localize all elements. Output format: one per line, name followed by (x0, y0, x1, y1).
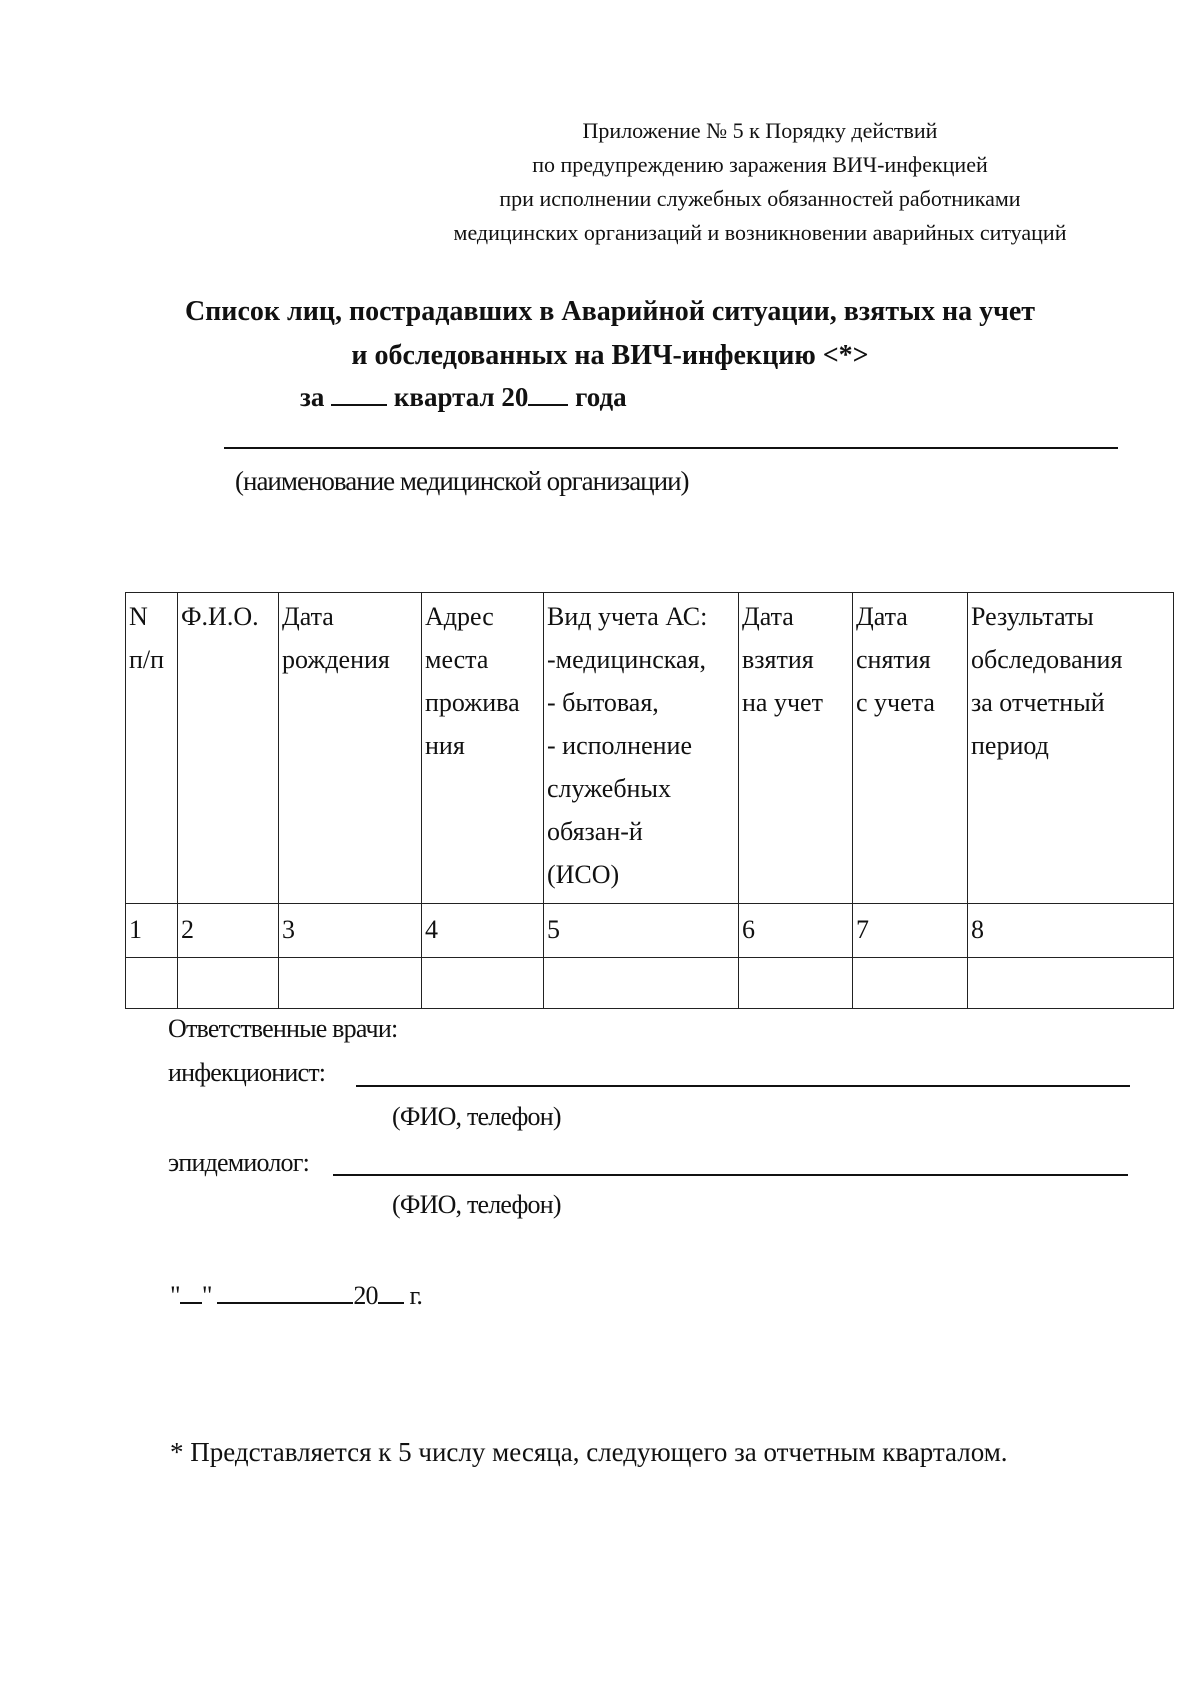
responsible-heading: Ответственные врачи: (168, 1014, 398, 1043)
empty-cell[interactable] (853, 958, 968, 1009)
period-middle: квартал 20 (393, 382, 529, 412)
header-text: (ИСО) (547, 860, 620, 889)
title-line-2: и обследованных на ВИЧ-инфекцию <*> (351, 340, 869, 371)
header-text: прожива (425, 688, 520, 717)
infectionist-signature-line[interactable] (356, 1085, 1130, 1087)
header-text: Дата (856, 602, 908, 631)
column-number: 5 (544, 904, 739, 958)
empty-cell[interactable] (968, 958, 1174, 1009)
header-text: - исполнение (547, 731, 692, 760)
year-suffix: г. (409, 1281, 423, 1310)
year-blank[interactable] (528, 378, 568, 406)
infectionist-caption: (ФИО, телефон) (392, 1102, 561, 1131)
table-header-row (126, 593, 1174, 904)
day-blank[interactable] (180, 1278, 202, 1304)
title-line-1: Список лиц, пострадавших в Аварийной ситуации, взятых на учет (184, 296, 1036, 327)
header-text: Адрес (425, 602, 494, 631)
footnote: * Представляется к 5 числу месяца, следующего за отчетным кварталом. (170, 1437, 1008, 1467)
empty-cell[interactable] (178, 958, 279, 1009)
header-text: обследования (971, 645, 1123, 674)
month-blank[interactable] (217, 1278, 353, 1304)
appendix-line: Приложение № 5 к Порядку действий (582, 118, 938, 143)
appendix-line: медицинских организаций и возникновении аварийных ситуаций (453, 220, 1067, 245)
period-prefix: за (300, 382, 325, 412)
header-text: Вид учета АС: (547, 602, 708, 631)
appendix-line: по предупреждению заражения ВИЧ-инфекцией (532, 152, 988, 177)
header-text: -медицинская, (547, 645, 706, 674)
header-text: N (129, 602, 148, 631)
empty-cell[interactable] (739, 958, 853, 1009)
column-number: 1 (126, 904, 178, 958)
date-line (170, 1278, 422, 1311)
header-cell-address (422, 593, 544, 904)
header-text: Дата (742, 602, 794, 631)
empty-cell[interactable] (544, 958, 739, 1009)
column-number: 7 (853, 904, 968, 958)
column-number: 3 (279, 904, 422, 958)
organization-name-line[interactable] (224, 447, 1118, 449)
header-cell-results (968, 593, 1174, 904)
column-number: 4 (422, 904, 544, 958)
column-number: 6 (739, 904, 853, 958)
period-suffix: года (575, 382, 627, 412)
header-cell-birth-date (279, 593, 422, 904)
register-table (125, 592, 1174, 1009)
epidemiologist-signature-line[interactable] (333, 1174, 1128, 1176)
column-number-row (126, 904, 1174, 958)
header-text: ния (425, 731, 465, 760)
year-prefix: 20 (353, 1281, 378, 1310)
header-text: на учет (742, 688, 823, 717)
header-cell-name (178, 593, 279, 904)
document-title (130, 290, 1090, 378)
table-row (126, 958, 1174, 1009)
empty-cell[interactable] (126, 958, 178, 1009)
header-cell-accident-type (544, 593, 739, 904)
header-text: - бытовая, (547, 688, 659, 717)
header-text: взятия (742, 645, 814, 674)
column-number: 8 (968, 904, 1174, 958)
header-text: за отчетный (971, 688, 1105, 717)
column-number: 2 (178, 904, 279, 958)
date-year-blank[interactable] (378, 1278, 404, 1304)
header-text: обязан-й (547, 817, 643, 846)
header-text: период (971, 731, 1049, 760)
header-text: с учета (856, 688, 935, 717)
empty-cell[interactable] (279, 958, 422, 1009)
appendix-block (420, 114, 1100, 250)
header-cell-deregistration-date (853, 593, 968, 904)
header-text: рождения (282, 645, 390, 674)
header-text: Ф.И.О. (181, 602, 259, 631)
infectionist-label: инфекционист: (168, 1058, 326, 1087)
header-text: п/п (129, 645, 165, 674)
quote-open: " (170, 1281, 180, 1310)
empty-cell[interactable] (422, 958, 544, 1009)
organization-caption: (наименование медицинской организации) (235, 466, 689, 496)
quote-close: " (201, 1281, 212, 1310)
header-text: места (425, 645, 489, 674)
header-cell-number (126, 593, 178, 904)
reporting-period (300, 378, 627, 413)
epidemiologist-label: эпидемиолог: (168, 1148, 310, 1177)
header-cell-registration-date (739, 593, 853, 904)
header-text: снятия (856, 645, 931, 674)
header-text: Результаты (971, 602, 1094, 631)
header-text: Дата (282, 602, 334, 631)
epidemiologist-caption: (ФИО, телефон) (392, 1190, 561, 1219)
quarter-blank[interactable] (331, 378, 387, 406)
header-text: служебных (547, 774, 671, 803)
appendix-line: при исполнении служебных обязанностей работниками (499, 186, 1021, 211)
